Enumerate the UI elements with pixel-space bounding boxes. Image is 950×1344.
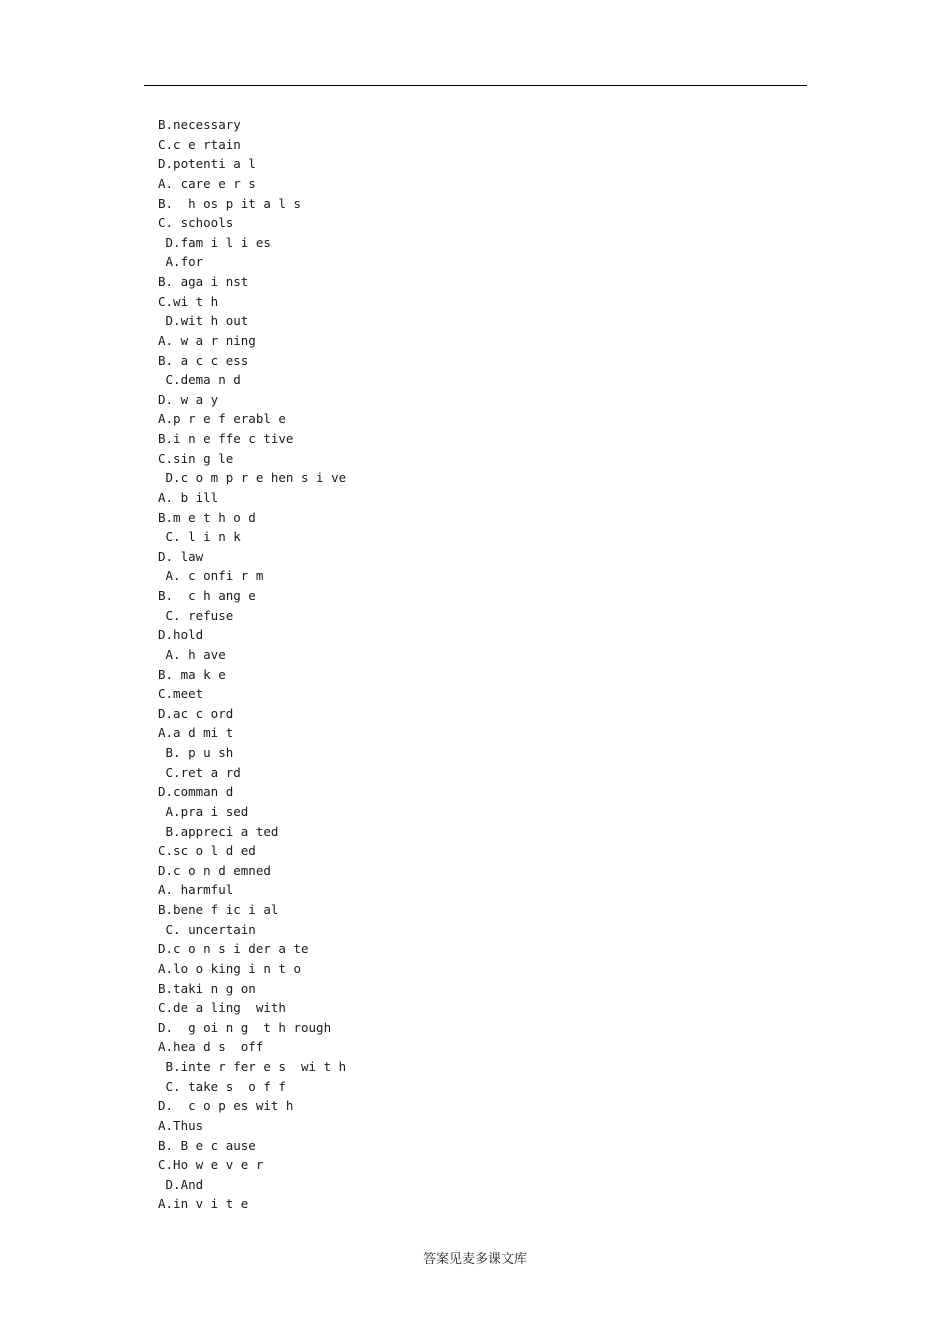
answer-option: C. schools xyxy=(158,215,234,231)
answer-option: A. c onfi r m xyxy=(158,568,264,584)
answer-option: D.hold xyxy=(158,627,204,643)
answer-option: B.appreci a ted xyxy=(158,823,279,839)
answer-option: B. aga i nst xyxy=(158,274,249,289)
answer-option: B.taki n g on xyxy=(158,980,256,996)
answer-option: D.fam i l i es xyxy=(158,234,271,250)
answer-option: B.necessary xyxy=(158,117,241,132)
answer-option: B. a c c ess xyxy=(158,352,249,368)
answer-option: C.c e rtain xyxy=(158,136,241,152)
answer-option: B. h os p it a l s xyxy=(158,195,301,211)
answer-option: A. care e r s xyxy=(158,175,256,191)
answer-option: A.a d mi t xyxy=(158,725,234,741)
answer-option: A. h ave xyxy=(158,646,226,662)
answer-option: B. B e c ause xyxy=(158,1137,256,1153)
answer-option: A.lo o king i n t o xyxy=(158,960,301,976)
answer-option: B. p u sh xyxy=(158,745,234,760)
answer-option: C.meet xyxy=(158,686,204,702)
answer-option: A. harmful xyxy=(158,882,234,898)
answer-options-list xyxy=(158,115,346,1214)
answer-option: B. c h ang e xyxy=(158,588,256,603)
answer-option: D.wit h out xyxy=(158,313,249,329)
answer-option: D.c o n s i der a te xyxy=(158,941,309,957)
answer-option: C.ret a rd xyxy=(158,764,241,780)
answer-option: A. w a r ning xyxy=(158,332,256,348)
answer-option: C.de a ling with xyxy=(158,1000,286,1016)
answer-option: A.p r e f erabl e xyxy=(158,411,286,427)
answer-option: B.m e t h o d xyxy=(158,509,256,525)
answer-option: C.dema n d xyxy=(158,372,241,388)
answer-option: A.pra i sed xyxy=(158,803,249,819)
answer-option: D. w a y xyxy=(158,391,219,407)
answer-option: D.potenti a l xyxy=(158,156,256,172)
answer-option: B.i n e ffe c tive xyxy=(158,431,294,446)
answer-option: A.hea d s off xyxy=(158,1039,264,1055)
answer-option: C.sc o l d ed xyxy=(158,843,256,859)
answer-option: D. g oi n g t h rough xyxy=(158,1019,332,1035)
answer-option: C.wi t h xyxy=(158,293,219,309)
answer-option: B. ma k e xyxy=(158,666,226,682)
answer-option: D.c o n d emned xyxy=(158,862,271,878)
answer-option: D. c o p es wit h xyxy=(158,1098,294,1114)
answer-option: D. law xyxy=(158,548,204,564)
answer-option: C.sin g le xyxy=(158,450,234,466)
answer-option: A.for xyxy=(158,254,204,270)
answer-option: C. uncertain xyxy=(158,921,256,937)
answer-option: C. l i n k xyxy=(158,529,241,545)
page-footer: 答案见麦多课文库 xyxy=(422,1252,527,1267)
answer-option: A.Thus xyxy=(158,1117,204,1133)
answer-option: D.comman d xyxy=(158,784,234,800)
answer-option: B.inte r fer e s wi t h xyxy=(158,1059,347,1074)
answer-option: D.And xyxy=(158,1176,204,1192)
answer-option: A. b ill xyxy=(158,489,219,505)
answer-option: B.bene f ic i al xyxy=(158,902,279,917)
answer-option: A.in v i t e xyxy=(158,1196,249,1212)
answer-option: D.c o m p r e hen s i ve xyxy=(158,470,347,486)
answer-option: D.ac c ord xyxy=(158,705,234,721)
answer-option: C. take s o f f xyxy=(158,1078,286,1094)
answer-option: C.Ho w e v e r xyxy=(158,1157,264,1173)
answer-option: C. refuse xyxy=(158,607,234,623)
header-rule xyxy=(144,85,807,86)
